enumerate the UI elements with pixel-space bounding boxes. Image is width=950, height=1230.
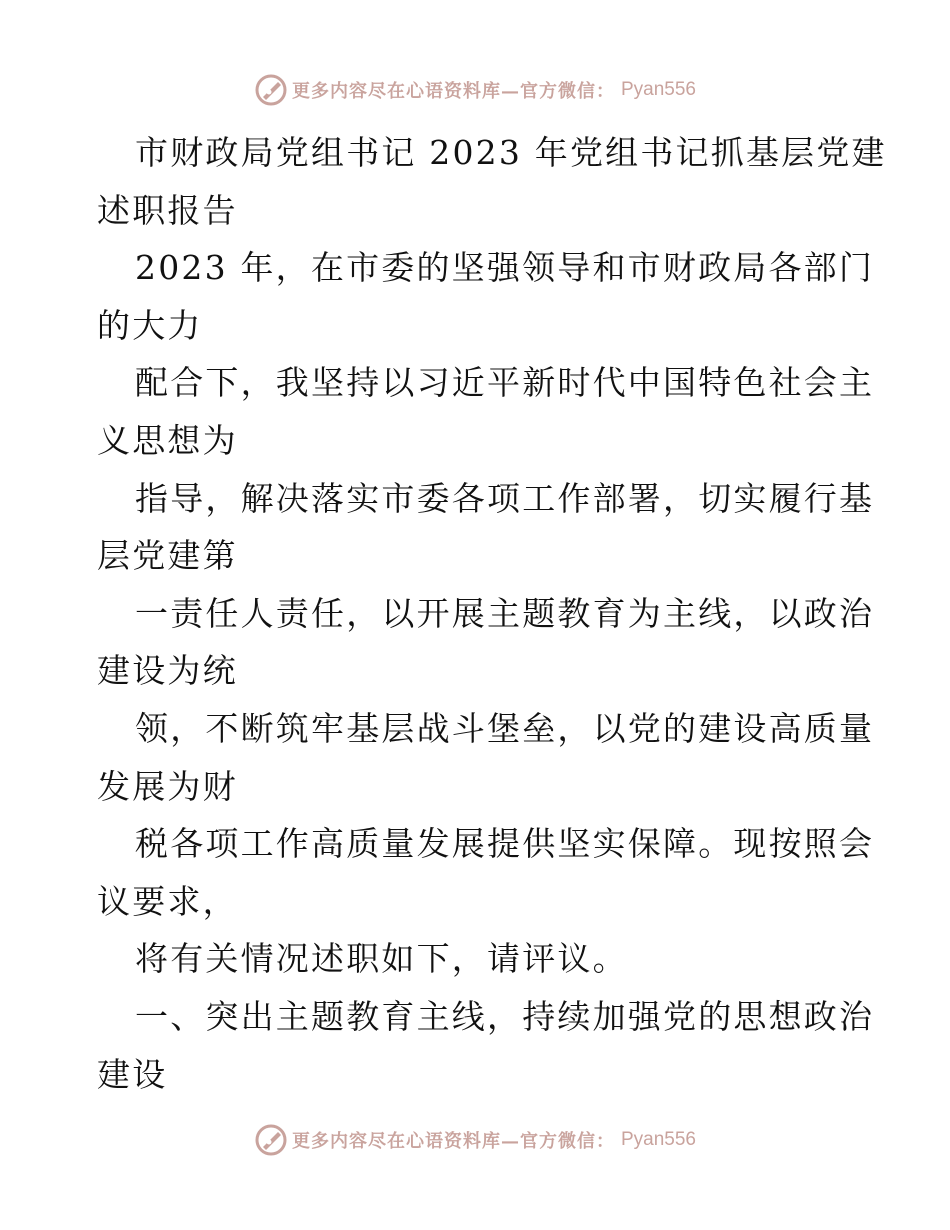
text-line: 建设为统 [97, 651, 238, 691]
watermark-id: Pyan556 [620, 1129, 696, 1150]
watermark-id: Pyan556 [620, 79, 696, 100]
text-line: 的大力 [97, 305, 203, 345]
pen-logo-icon [254, 1123, 288, 1157]
text-line: 建设 [97, 1054, 168, 1094]
report-body [97, 124, 887, 1103]
text-line: 一、突出主题教育主线，持续加强党的思想政治 [135, 996, 875, 1036]
text-line: 发展为财 [97, 766, 238, 806]
text-line: 述职报告 [97, 190, 238, 230]
watermark-header [0, 70, 950, 110]
text-line: 义思想为 [97, 420, 238, 460]
text-line: 指导，解决落实市委各项工作部署，切实履行基 [135, 478, 875, 518]
text-line: 将有关情况述职如下，请评议。 [135, 939, 628, 979]
text-line: 市财政局党组书记 2023 年党组书记抓基层党建 [135, 133, 887, 172]
watermark-text: 更多内容尽在心语资料库—官方微信： [291, 1131, 615, 1152]
text-line: 一责任人责任，以开展主题教育为主线，以政治 [135, 593, 875, 633]
text-line: 层党建第 [97, 536, 238, 576]
text-line: 领，不断筑牢基层战斗堡垒，以党的建设高质量 [135, 708, 875, 748]
pen-logo-icon [254, 73, 288, 107]
watermark-footer [0, 1120, 950, 1160]
text-line: 配合下，我坚持以习近平新时代中国特色社会主 [135, 363, 875, 403]
text-line: 税各项工作高质量发展提供坚实保障。现按照会 [135, 824, 875, 864]
text-line: 议要求， [97, 881, 238, 921]
watermark-text: 更多内容尽在心语资料库—官方微信： [291, 81, 615, 102]
text-line: 2023 年，在市委的坚强领导和市财政局各部门 [135, 248, 875, 288]
